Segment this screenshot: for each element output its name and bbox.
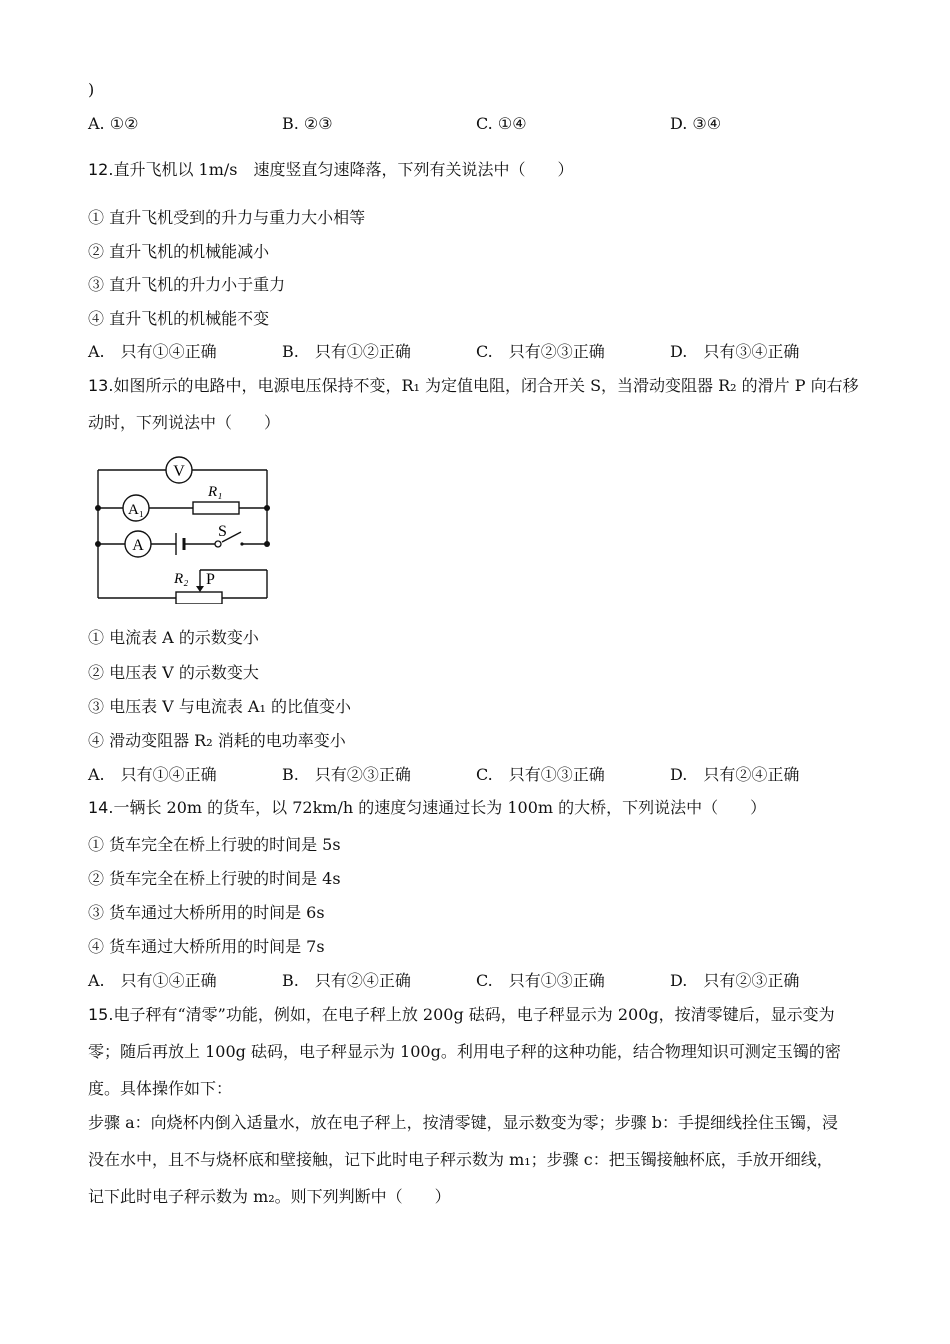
q12-option-c[interactable]: C. 只有②③正确	[476, 342, 605, 361]
q15-line-1	[88, 1005, 835, 1025]
q15-line-6: 记下此时电子秤示数为 m₂。则下列判断中（ ）	[88, 1187, 451, 1206]
q13-option-b[interactable]: B. 只有②③正确	[282, 765, 411, 784]
q14-statement-2: ② 货车完全在桥上行驶的时间是 4s	[88, 869, 341, 888]
q12-stem	[88, 160, 574, 180]
q11-tail: )	[88, 80, 95, 99]
q13-statement-4: ④ 滑动变阻器 R₂ 消耗的电功率变小	[88, 731, 346, 750]
r2-label: R₂	[174, 571, 189, 587]
q13-option-a[interactable]: A. 只有①④正确	[88, 765, 217, 784]
q11-option-b[interactable]: B. ②③	[282, 114, 333, 133]
q13-option-d[interactable]: D. 只有②④正确	[670, 765, 800, 784]
q15-line-1-text: 电子秤有“清零”功能，例如，在电子秤上放 200g 砝码，电子秤显示为 200g，按清零键后，显示变为	[113, 1005, 835, 1024]
ammeter-a1-label: A₁	[127, 502, 145, 518]
q15-line-3: 度。具体操作如下：	[88, 1079, 233, 1098]
q13-number: 13.	[88, 376, 114, 395]
switch-label: S	[218, 523, 227, 540]
q12-number: 12.	[88, 160, 114, 179]
q15-line-2: 零；随后再放上 100g 砝码，电子秤显示为 100g。利用电子秤的这种功能，结合物理知识可测定玉镯的密	[88, 1042, 841, 1061]
q11-option-a[interactable]: A. ①②	[88, 114, 139, 133]
q12-statement-2: ② 直升飞机的机械能减小	[88, 242, 270, 261]
q14-option-b[interactable]: B. 只有②④正确	[282, 971, 411, 990]
q13-stem-text: 如图所示的电路中，电源电压保持不变，R₁ 为定值电阻，闭合开关 S，当滑动变阻器 R₂ 的滑片 P 向右移	[113, 376, 859, 395]
q12-statement-1: ① 直升飞机受到的升力与重力大小相等	[88, 208, 366, 227]
q13-option-c[interactable]: C. 只有①③正确	[476, 765, 605, 784]
q12-option-d[interactable]: D. 只有③④正确	[670, 342, 800, 361]
q14-stem-text: 一辆长 20m 的货车，以 72km/h 的速度匀速通过长为 100m 的大桥，下列说法中（ ）	[113, 798, 767, 817]
ammeter-a-label: A	[132, 537, 144, 554]
q14-statement-1: ① 货车完全在桥上行驶的时间是 5s	[88, 835, 341, 854]
q12-statement-4: ④ 直升飞机的机械能不变	[88, 309, 270, 328]
q14-statement-3: ③ 货车通过大桥所用的时间是 6s	[88, 903, 325, 922]
slider-arrow-icon	[196, 586, 204, 592]
q13-statement-1: ① 电流表 A 的示数变小	[88, 628, 259, 647]
q14-option-a[interactable]: A. 只有①④正确	[88, 971, 217, 990]
q12-statement-3: ③ 直升飞机的升力小于重力	[88, 275, 286, 294]
q12-option-b[interactable]: B. 只有①②正确	[282, 342, 411, 361]
q13-stem-line1	[88, 376, 859, 396]
r1-label: R₁	[208, 484, 223, 500]
q14-stem	[88, 798, 766, 818]
voltmeter-label: V	[173, 463, 185, 480]
q13-statement-3: ③ 电压表 V 与电流表 A₁ 的比值变小	[88, 697, 351, 716]
q11-option-d[interactable]: D. ③④	[670, 114, 722, 133]
q14-number: 14.	[88, 798, 114, 817]
q15-line-5: 没在水中，且不与烧杯底和壁接触，记下此时电子秤示数为 m₁；步骤 c：把玉镯接触杯底，手放开细线，	[88, 1150, 833, 1169]
q15-line-4: 步骤 a：向烧杯内倒入适量水，放在电子秤上，按清零键，显示数变为零；步骤 b：手提细线拴住玉镯，浸	[88, 1113, 838, 1132]
slider-label: P	[206, 571, 215, 588]
q13-stem-line2: 动时，下列说法中（ ）	[88, 413, 281, 432]
q13-statement-2: ② 电压表 V 的示数变大	[88, 663, 259, 682]
q11-option-c[interactable]: C. ①④	[476, 114, 527, 133]
q15-number: 15.	[88, 1005, 114, 1024]
q14-statement-4: ④ 货车通过大桥所用的时间是 7s	[88, 937, 325, 956]
circuit-diagram	[90, 452, 280, 604]
q12-option-a[interactable]: A. 只有①④正确	[88, 342, 217, 361]
q14-option-c[interactable]: C. 只有①③正确	[476, 971, 605, 990]
q12-stem-text: 直升飞机以 1m/s 速度竖直匀速降落，下列有关说法中（ ）	[113, 160, 574, 179]
q14-option-d[interactable]: D. 只有②③正确	[670, 971, 800, 990]
